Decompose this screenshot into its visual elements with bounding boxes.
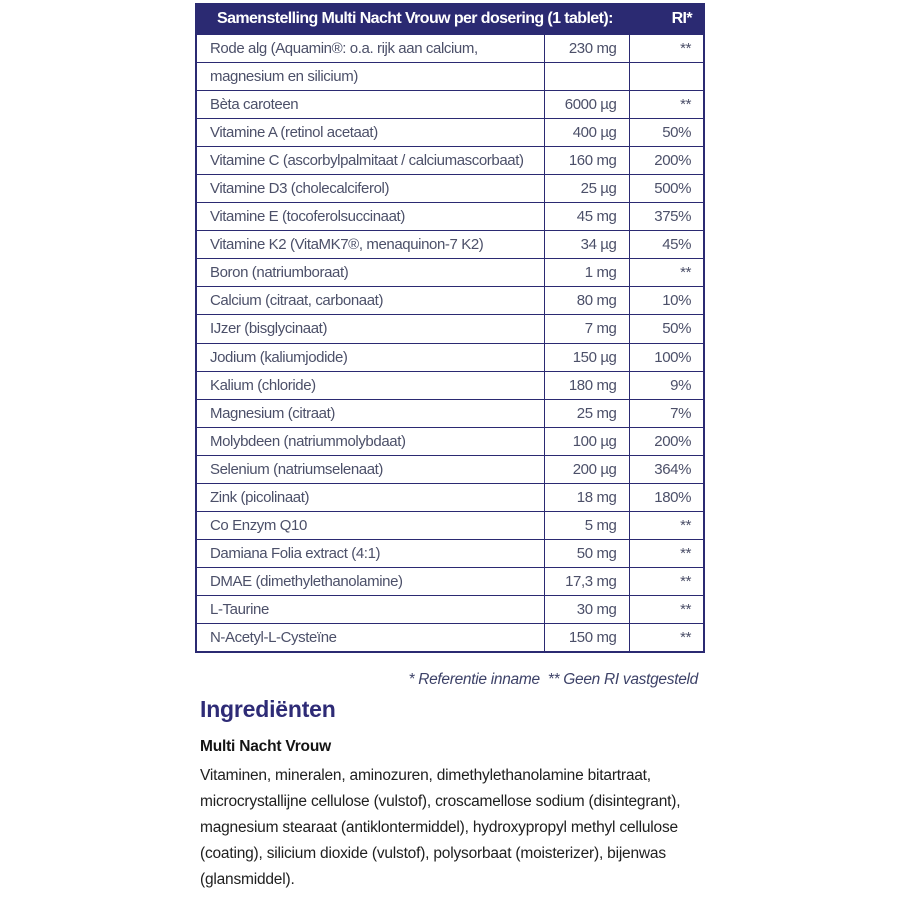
- ri-percent-cell: **: [629, 259, 704, 287]
- ingredient-name-cell: Jodium (kaliumjodide): [196, 343, 544, 371]
- table-row: [196, 512, 704, 540]
- table-row: [196, 231, 704, 259]
- ri-percent-cell: 50%: [629, 315, 704, 343]
- amount-cell: 180 mg: [544, 371, 629, 399]
- table-row: [196, 62, 704, 90]
- ingredient-name-cell: Selenium (natriumselenaat): [196, 455, 544, 483]
- composition-table: [195, 3, 705, 653]
- amount-cell: 7 mg: [544, 315, 629, 343]
- table-row: [196, 174, 704, 202]
- ingredient-name-cell: Vitamine A (retinol acetaat): [196, 118, 544, 146]
- ri-percent-cell: **: [629, 34, 704, 62]
- ingredient-name-cell: Damiana Folia extract (4:1): [196, 540, 544, 568]
- amount-cell: 100 µg: [544, 427, 629, 455]
- table-row: [196, 427, 704, 455]
- table-header: [196, 4, 704, 34]
- ri-percent-cell: 7%: [629, 399, 704, 427]
- ingredient-name-cell: Vitamine D3 (cholecalciferol): [196, 174, 544, 202]
- amount-cell: 230 mg: [544, 34, 629, 62]
- ri-percent-cell: 100%: [629, 343, 704, 371]
- table-row: [196, 484, 704, 512]
- ingredient-name-cell: Vitamine C (ascorbylpalmitaat / calciumascorbaat): [196, 146, 544, 174]
- table-row: [196, 315, 704, 343]
- amount-cell: 25 µg: [544, 174, 629, 202]
- amount-cell: 18 mg: [544, 484, 629, 512]
- ingredient-name-cell: Zink (picolinaat): [196, 484, 544, 512]
- ingredient-name-cell: Kalium (chloride): [196, 371, 544, 399]
- ingredient-name-cell: Vitamine K2 (VitaMK7®, menaquinon-7 K2): [196, 231, 544, 259]
- ri-percent-cell: 375%: [629, 203, 704, 231]
- ri-percent-cell: 500%: [629, 174, 704, 202]
- ingredients-product-name: Multi Nacht Vrouw: [200, 738, 331, 756]
- amount-cell: 150 mg: [544, 624, 629, 652]
- ri-percent-cell: **: [629, 624, 704, 652]
- table-row: [196, 146, 704, 174]
- table-row: [196, 90, 704, 118]
- ri-percent-cell: **: [629, 568, 704, 596]
- ri-percent-cell: [629, 62, 704, 90]
- table-row: [196, 596, 704, 624]
- amount-cell: 17,3 mg: [544, 568, 629, 596]
- amount-cell: 160 mg: [544, 146, 629, 174]
- table-row: [196, 455, 704, 483]
- table-row: [196, 259, 704, 287]
- amount-cell: 200 µg: [544, 455, 629, 483]
- ri-percent-cell: **: [629, 540, 704, 568]
- amount-cell: 25 mg: [544, 399, 629, 427]
- ri-percent-cell: 364%: [629, 455, 704, 483]
- ingredient-name-cell: Calcium (citraat, carbonaat): [196, 287, 544, 315]
- amount-cell: 5 mg: [544, 512, 629, 540]
- amount-cell: 45 mg: [544, 203, 629, 231]
- ri-percent-cell: **: [629, 512, 704, 540]
- ri-percent-cell: 200%: [629, 427, 704, 455]
- table-row: [196, 203, 704, 231]
- amount-cell: 30 mg: [544, 596, 629, 624]
- table-header-row: [196, 4, 704, 34]
- table-row: [196, 540, 704, 568]
- amount-cell: 400 µg: [544, 118, 629, 146]
- table-ri-column-label: RI*: [671, 10, 693, 28]
- ingredient-name-cell: Rode alg (Aquamin®: o.a. rijk aan calcium,: [196, 34, 544, 62]
- ingredient-name-cell: magnesium en silicium): [196, 62, 544, 90]
- ingredient-name-cell: Vitamine E (tocoferolsuccinaat): [196, 203, 544, 231]
- table-header-cell: [196, 4, 704, 34]
- amount-cell: 150 µg: [544, 343, 629, 371]
- table-row: [196, 287, 704, 315]
- ri-percent-cell: 9%: [629, 371, 704, 399]
- table-row: [196, 371, 704, 399]
- ingredient-name-cell: Boron (natriumboraat): [196, 259, 544, 287]
- amount-cell: [544, 62, 629, 90]
- ingredient-name-cell: Magnesium (citraat): [196, 399, 544, 427]
- ri-percent-cell: **: [629, 596, 704, 624]
- amount-cell: 80 mg: [544, 287, 629, 315]
- ingredients-heading: Ingrediënten: [200, 696, 336, 723]
- ingredient-name-cell: L-Taurine: [196, 596, 544, 624]
- supplement-label: [195, 3, 703, 893]
- ri-percent-cell: **: [629, 90, 704, 118]
- ri-percent-cell: 50%: [629, 118, 704, 146]
- table-row: [196, 118, 704, 146]
- amount-cell: 1 mg: [544, 259, 629, 287]
- ingredient-name-cell: N-Acetyl-L-Cysteïne: [196, 624, 544, 652]
- amount-cell: 34 µg: [544, 231, 629, 259]
- ingredient-name-cell: Molybdeen (natriummolybdaat): [196, 427, 544, 455]
- ri-percent-cell: 180%: [629, 484, 704, 512]
- reference-intake-footnote: * Referentie inname ** Geen RI vastgesteld: [408, 671, 698, 689]
- table-title: Samenstelling Multi Nacht Vrouw per dosering (1 tablet):: [217, 10, 613, 28]
- table-row: [196, 34, 704, 62]
- table-row: [196, 568, 704, 596]
- table-body: [196, 34, 704, 652]
- ri-percent-cell: 45%: [629, 231, 704, 259]
- amount-cell: 6000 µg: [544, 90, 629, 118]
- ingredient-name-cell: Bèta caroteen: [196, 90, 544, 118]
- table-row: [196, 624, 704, 652]
- ingredients-list-text: Vitaminen, mineralen, aminozuren, dimethylethanolamine bitartraat, microcrystallijne cellulose (vulstof), croscamellose sodium (disintegrant), magnesium stearaat (antiklontermiddel), hydroxypropyl methyl cellulose (coating), silicium dioxide (vulstof), polysorbaat (moisterizer), bijenwas (glansmiddel).: [200, 767, 681, 889]
- ri-percent-cell: 200%: [629, 146, 704, 174]
- ingredient-name-cell: DMAE (dimethylethanolamine): [196, 568, 544, 596]
- table-row: [196, 399, 704, 427]
- ingredient-name-cell: Co Enzym Q10: [196, 512, 544, 540]
- table-row: [196, 343, 704, 371]
- amount-cell: 50 mg: [544, 540, 629, 568]
- ri-percent-cell: 10%: [629, 287, 704, 315]
- ingredient-name-cell: IJzer (bisglycinaat): [196, 315, 544, 343]
